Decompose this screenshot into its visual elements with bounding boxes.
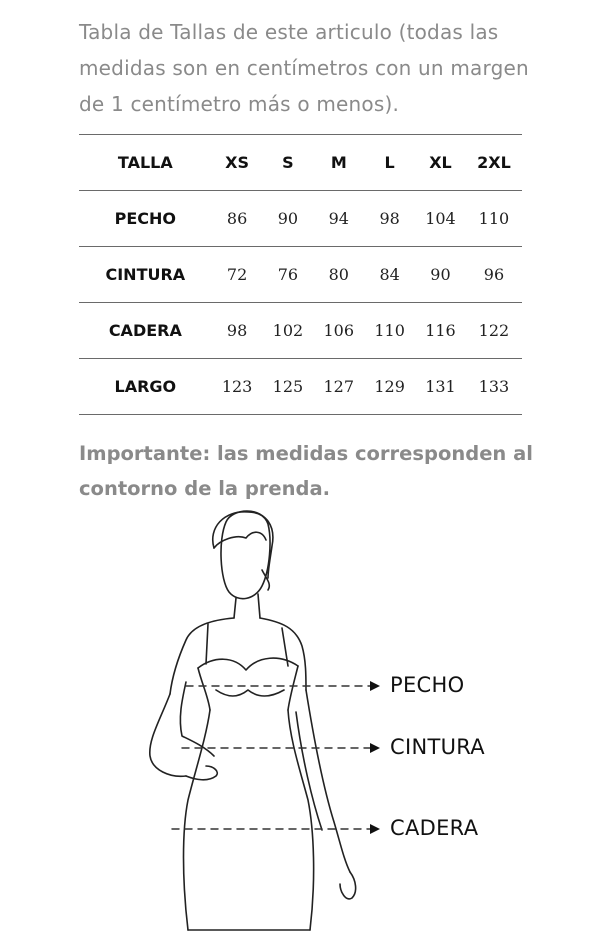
table-cell: 96 [466,247,522,303]
table-cell: 102 [263,303,314,359]
size-header: XL [415,135,466,191]
table-cell: 90 [415,247,466,303]
row-label: LARGO [79,359,212,415]
size-header: 2XL [466,135,522,191]
dress-figure-illustration [0,500,600,948]
table-cell: 90 [263,191,314,247]
table-cell: 116 [415,303,466,359]
table-cell: 131 [415,359,466,415]
cintura-label: CINTURA [390,735,485,759]
table-row [79,359,522,415]
table-row [79,191,522,247]
table-cell: 98 [364,191,415,247]
intro-text: Tabla de Tallas de este articulo (todas las medidas son en centímetros con un margen de 1 centímetro más o menos). [79,20,529,116]
size-header: M [313,135,364,191]
table-cell: 133 [466,359,522,415]
important-note: Importante: las medidas corresponden al contorno de la prenda. [79,442,533,500]
size-header: S [263,135,314,191]
table-header-label: TALLA [79,135,212,191]
measurement-figure [0,500,600,948]
table-row [79,247,522,303]
table-cell: 127 [313,359,364,415]
pecho-arrow-icon [370,681,380,691]
table-cell: 106 [313,303,364,359]
cadera-label: CADERA [390,816,479,840]
table-cell: 125 [263,359,314,415]
table-cell: 86 [212,191,263,247]
table-cell: 110 [364,303,415,359]
table-cell: 104 [415,191,466,247]
table-cell: 72 [212,247,263,303]
table-cell: 84 [364,247,415,303]
table-cell: 98 [212,303,263,359]
table-header-row [79,135,522,191]
table-cell: 110 [466,191,522,247]
table-row [79,303,522,359]
table-cell: 122 [466,303,522,359]
pecho-label: PECHO [390,673,465,697]
row-label: CADERA [79,303,212,359]
table-cell: 80 [313,247,364,303]
size-table [79,134,522,415]
cadera-arrow-icon [370,824,380,834]
row-label: PECHO [79,191,212,247]
size-header: XS [212,135,263,191]
table-cell: 94 [313,191,364,247]
cintura-arrow-icon [370,743,380,753]
table-cell: 129 [364,359,415,415]
table-cell: 123 [212,359,263,415]
row-label: CINTURA [79,247,212,303]
table-cell: 76 [263,247,314,303]
size-header: L [364,135,415,191]
